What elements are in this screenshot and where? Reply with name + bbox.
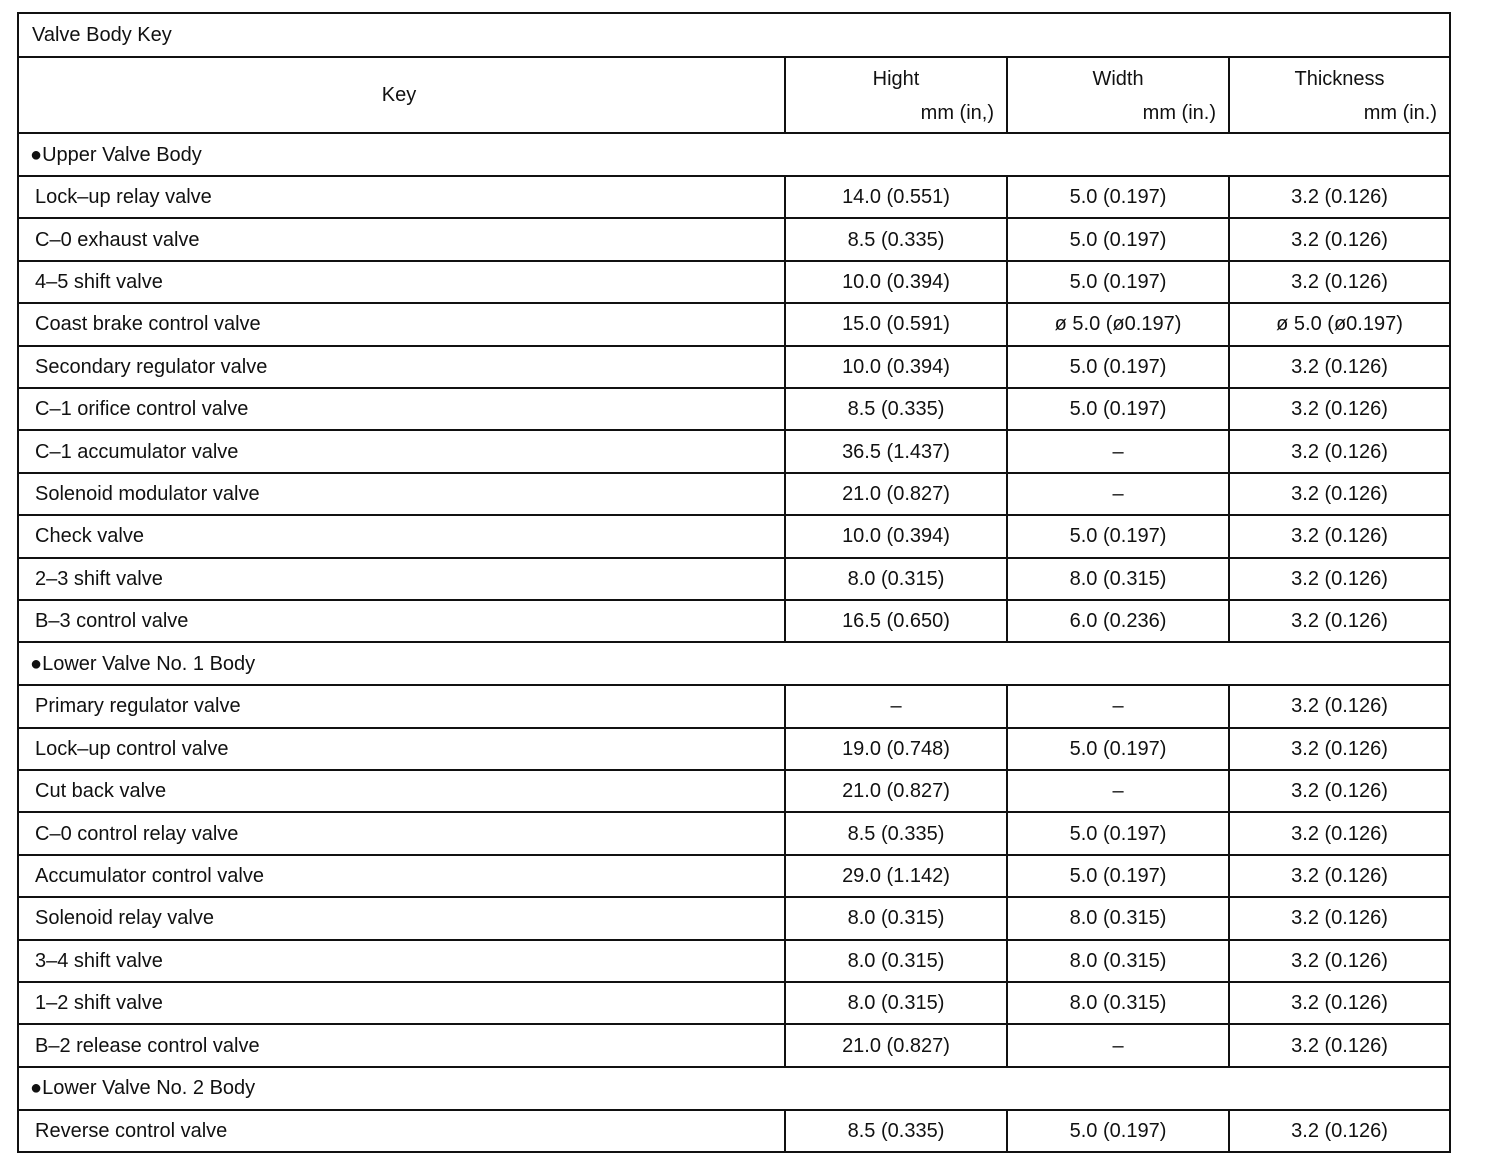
table-row [18,685,1450,727]
cell-width: 5.0 (0.197) [1007,388,1229,430]
cell-thickness: ø 5.0 (ø0.197) [1229,303,1450,345]
cell-thickness: 3.2 (0.126) [1229,473,1450,515]
column-header-thickness-name: Thickness [1294,68,1385,90]
cell-width: 8.0 (0.315) [1007,940,1229,982]
cell-key: B–2 release control valve [18,1024,785,1066]
cell-hight: 8.5 (0.335) [785,812,1007,854]
cell-hight: 8.0 (0.315) [785,558,1007,600]
cell-thickness: 3.2 (0.126) [1229,515,1450,557]
table-title: Valve Body Key [18,13,1450,57]
cell-width: 5.0 (0.197) [1007,855,1229,897]
cell-key: C–1 accumulator valve [18,430,785,472]
column-header-key: Key [18,57,785,133]
table-row [18,303,1450,345]
section-label: ●Lower Valve No. 2 Body [18,1067,1450,1110]
table-body [18,133,1450,1152]
cell-thickness: 3.2 (0.126) [1229,261,1450,303]
cell-key: Cut back valve [18,770,785,812]
table-title-row [18,13,1450,57]
cell-width: 8.0 (0.315) [1007,897,1229,939]
cell-key: 2–3 shift valve [18,558,785,600]
column-header-row [18,57,1450,133]
table-row [18,982,1450,1024]
cell-thickness: 3.2 (0.126) [1229,685,1450,727]
cell-hight: 8.0 (0.315) [785,982,1007,1024]
cell-thickness: 3.2 (0.126) [1229,1110,1450,1152]
cell-key: Solenoid relay valve [18,897,785,939]
table-row [18,176,1450,218]
cell-key: Check valve [18,515,785,557]
cell-thickness: 3.2 (0.126) [1229,855,1450,897]
section-label: ●Upper Valve Body [18,133,1450,176]
valve-body-key-sheet [17,12,1449,1153]
cell-key: Solenoid modulator valve [18,473,785,515]
cell-key: Coast brake control valve [18,303,785,345]
table-row [18,218,1450,260]
table-row [18,346,1450,388]
cell-thickness: 3.2 (0.126) [1229,897,1450,939]
cell-key: 3–4 shift valve [18,940,785,982]
cell-thickness: 3.2 (0.126) [1229,558,1450,600]
cell-hight: 8.5 (0.335) [785,388,1007,430]
column-header-hight-unit: mm (in,) [920,102,994,124]
cell-key: 4–5 shift valve [18,261,785,303]
cell-width: 5.0 (0.197) [1007,218,1229,260]
column-header-width-name: Width [1092,68,1144,90]
cell-key: C–0 exhaust valve [18,218,785,260]
cell-thickness: 3.2 (0.126) [1229,600,1450,642]
cell-width: 5.0 (0.197) [1007,176,1229,218]
cell-key: B–3 control valve [18,600,785,642]
table-row [18,388,1450,430]
cell-hight: 29.0 (1.142) [785,855,1007,897]
cell-hight: 15.0 (0.591) [785,303,1007,345]
cell-key: Primary regulator valve [18,685,785,727]
cell-width: 8.0 (0.315) [1007,558,1229,600]
cell-hight: 21.0 (0.827) [785,770,1007,812]
table-row [18,515,1450,557]
section-header-row [18,642,1450,685]
valve-body-key-table [17,12,1451,1153]
cell-hight: 36.5 (1.437) [785,430,1007,472]
cell-hight: 21.0 (0.827) [785,473,1007,515]
cell-key: Lock–up relay valve [18,176,785,218]
cell-thickness: 3.2 (0.126) [1229,218,1450,260]
cell-thickness: 3.2 (0.126) [1229,346,1450,388]
table-row [18,728,1450,770]
cell-thickness: 3.2 (0.126) [1229,388,1450,430]
cell-width: – [1007,770,1229,812]
cell-hight: 16.5 (0.650) [785,600,1007,642]
cell-width: 5.0 (0.197) [1007,728,1229,770]
cell-hight: 14.0 (0.551) [785,176,1007,218]
cell-thickness: 3.2 (0.126) [1229,1024,1450,1066]
table-row [18,770,1450,812]
cell-width: – [1007,430,1229,472]
table-row [18,855,1450,897]
column-header-hight [785,57,1007,133]
table-row [18,1110,1450,1152]
table-row [18,261,1450,303]
cell-width: 8.0 (0.315) [1007,982,1229,1024]
cell-width: 5.0 (0.197) [1007,515,1229,557]
table-row [18,1024,1450,1066]
cell-key: 1–2 shift valve [18,982,785,1024]
column-header-thickness-unit: mm (in.) [1363,102,1438,124]
column-header-hight-name: Hight [872,68,920,90]
cell-width: – [1007,473,1229,515]
table-row [18,558,1450,600]
cell-thickness: 3.2 (0.126) [1229,770,1450,812]
column-header-width [1007,57,1229,133]
table-row [18,940,1450,982]
cell-width: 5.0 (0.197) [1007,346,1229,388]
table-row [18,600,1450,642]
column-header-thickness [1229,57,1450,133]
cell-hight: 10.0 (0.394) [785,515,1007,557]
table-row [18,897,1450,939]
cell-key: Secondary regulator valve [18,346,785,388]
table-row [18,430,1450,472]
cell-thickness: 3.2 (0.126) [1229,812,1450,854]
cell-hight: 19.0 (0.748) [785,728,1007,770]
cell-key: C–0 control relay valve [18,812,785,854]
cell-hight: 8.0 (0.315) [785,897,1007,939]
cell-hight: 8.5 (0.335) [785,1110,1007,1152]
cell-thickness: 3.2 (0.126) [1229,940,1450,982]
cell-width: ø 5.0 (ø0.197) [1007,303,1229,345]
cell-key: Lock–up control valve [18,728,785,770]
cell-hight: 8.0 (0.315) [785,940,1007,982]
cell-width: 6.0 (0.236) [1007,600,1229,642]
column-header-width-unit: mm (in.) [1142,102,1216,124]
table-row [18,812,1450,854]
cell-thickness: 3.2 (0.126) [1229,430,1450,472]
cell-width: 5.0 (0.197) [1007,261,1229,303]
cell-width: 5.0 (0.197) [1007,1110,1229,1152]
section-header-row [18,133,1450,176]
cell-width: – [1007,1024,1229,1066]
cell-thickness: 3.2 (0.126) [1229,982,1450,1024]
cell-width: – [1007,685,1229,727]
section-header-row [18,1067,1450,1110]
cell-thickness: 3.2 (0.126) [1229,176,1450,218]
cell-key: Reverse control valve [18,1110,785,1152]
cell-hight: 21.0 (0.827) [785,1024,1007,1066]
section-label: ●Lower Valve No. 1 Body [18,642,1450,685]
cell-thickness: 3.2 (0.126) [1229,728,1450,770]
table-row [18,473,1450,515]
cell-width: 5.0 (0.197) [1007,812,1229,854]
cell-hight: 10.0 (0.394) [785,261,1007,303]
cell-hight: 10.0 (0.394) [785,346,1007,388]
cell-hight: 8.5 (0.335) [785,218,1007,260]
cell-key: C–1 orifice control valve [18,388,785,430]
cell-key: Accumulator control valve [18,855,785,897]
cell-hight: – [785,685,1007,727]
